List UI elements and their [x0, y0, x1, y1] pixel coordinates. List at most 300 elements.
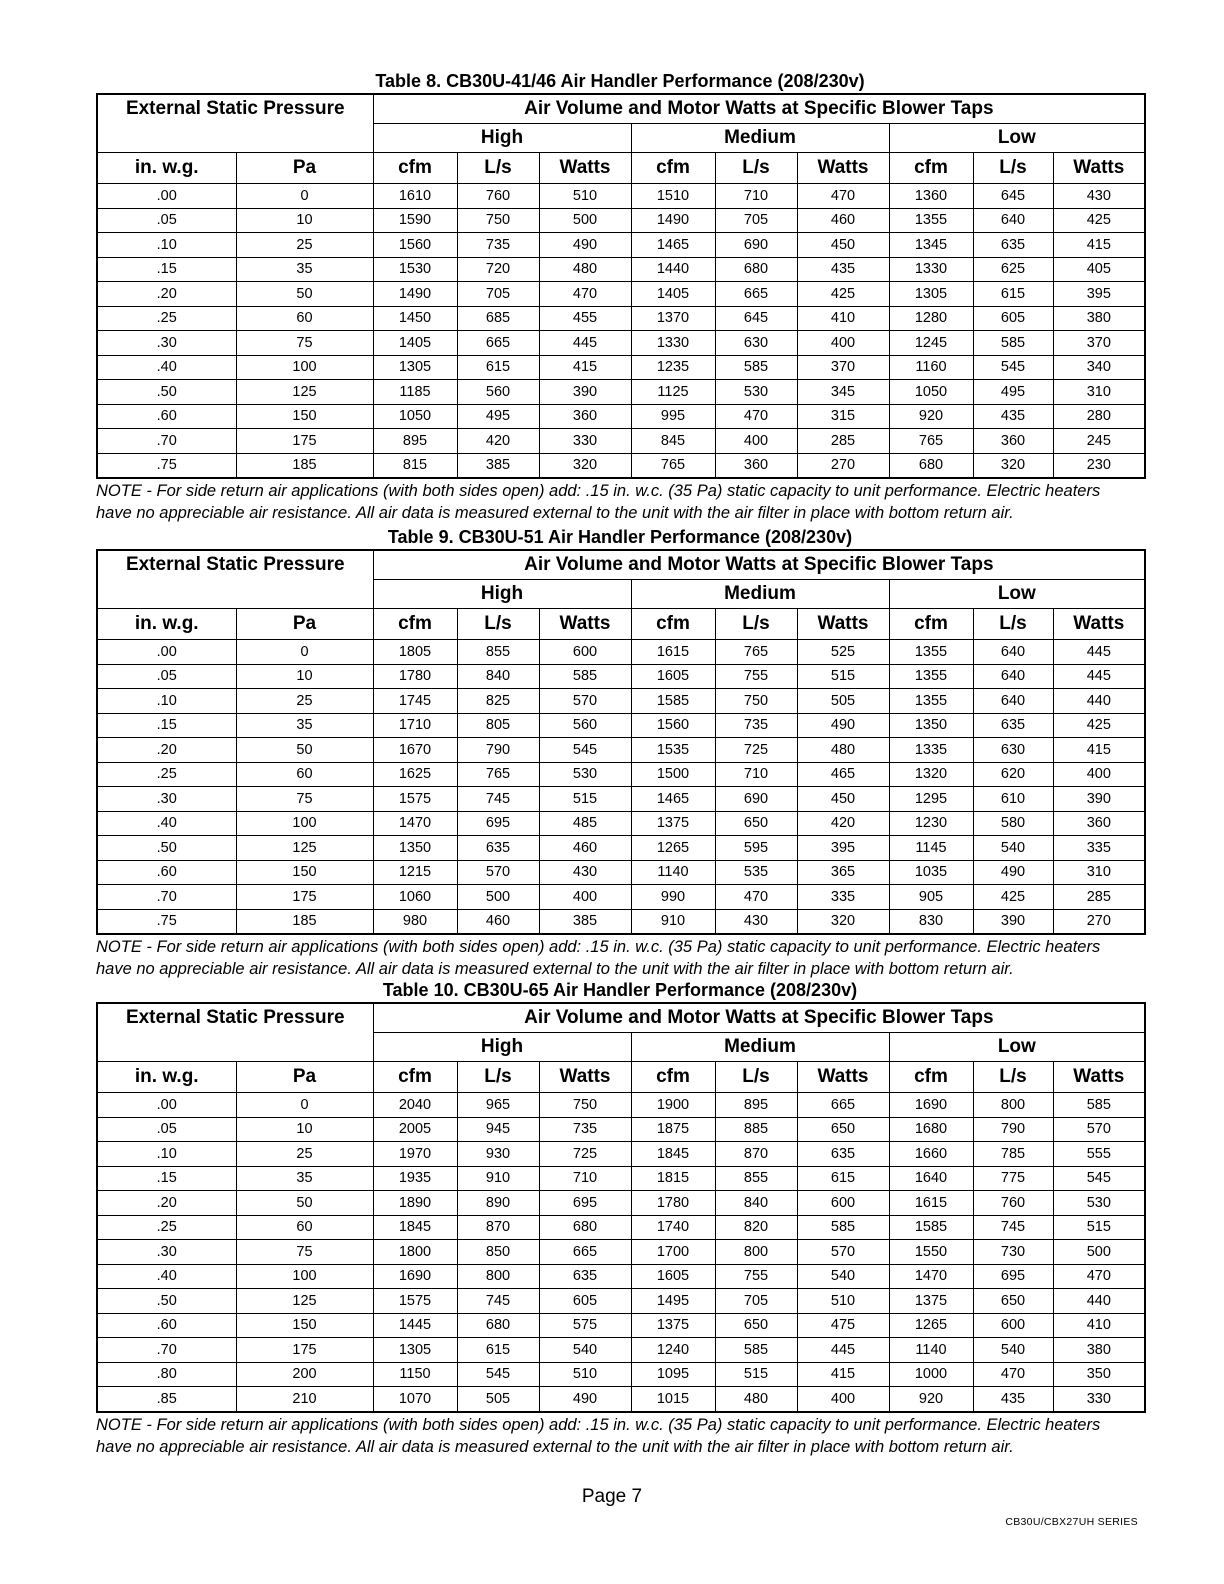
- header-cfm: cfm: [631, 153, 715, 184]
- table-cell: 1575: [373, 787, 457, 812]
- table-cell: 540: [973, 836, 1053, 861]
- table-cell: 510: [539, 1362, 631, 1387]
- table-cell: 210: [236, 1387, 373, 1412]
- table-cell: 585: [715, 355, 797, 380]
- header-ls: L/s: [715, 609, 797, 640]
- table-row: [97, 1117, 1145, 1142]
- table-cell: 650: [715, 811, 797, 836]
- header-pa: Pa: [236, 609, 373, 640]
- table-cell: 150: [236, 404, 373, 429]
- table-cell: 435: [797, 257, 889, 282]
- table-cell: 430: [715, 909, 797, 934]
- table-cell: 460: [457, 909, 539, 934]
- table-cell: 910: [457, 1166, 539, 1191]
- table-row: [97, 664, 1145, 689]
- table-cell: 840: [715, 1191, 797, 1216]
- table-cell: 855: [457, 640, 539, 665]
- table-cell: 405: [1053, 257, 1145, 282]
- table-cell: 755: [715, 664, 797, 689]
- header-external-static-pressure: External Static Pressure: [97, 550, 373, 609]
- table-cell: 640: [973, 664, 1053, 689]
- table-row: [97, 306, 1145, 331]
- table-cell: 890: [457, 1191, 539, 1216]
- table-cell: 885: [715, 1117, 797, 1142]
- table-body: [97, 640, 1145, 935]
- table-cell: 1355: [889, 664, 973, 689]
- table-cell: 665: [457, 331, 539, 356]
- table-cell: 560: [457, 380, 539, 405]
- table-cell: 760: [973, 1191, 1053, 1216]
- table-cell: 415: [1053, 738, 1145, 763]
- table-cell: 645: [715, 306, 797, 331]
- table-cell: .25: [97, 762, 236, 787]
- table-cell: 1140: [889, 1338, 973, 1363]
- table-cell: 1550: [889, 1240, 973, 1265]
- table-cell: 0: [236, 640, 373, 665]
- table-cell: 1615: [631, 640, 715, 665]
- table-cell: 905: [889, 885, 973, 910]
- table-cell: .40: [97, 811, 236, 836]
- table-cell: 1405: [631, 282, 715, 307]
- header-watts: Watts: [539, 1062, 631, 1093]
- table-cell: 475: [797, 1313, 889, 1338]
- table-cell: .05: [97, 664, 236, 689]
- header-air-volume: Air Volume and Motor Watts at Specific Blower Taps: [373, 1003, 1145, 1033]
- table-cell: 1320: [889, 762, 973, 787]
- table-cell: 1615: [889, 1191, 973, 1216]
- table-cell: 1815: [631, 1166, 715, 1191]
- table-cell: 100: [236, 1264, 373, 1289]
- header-cfm: cfm: [373, 609, 457, 640]
- table-cell: 125: [236, 1289, 373, 1314]
- table-cell: 630: [715, 331, 797, 356]
- table-cell: 1050: [889, 380, 973, 405]
- table-row: [97, 1240, 1145, 1265]
- table-cell: 1355: [889, 208, 973, 233]
- table-cell: 445: [1053, 664, 1145, 689]
- table-cell: 665: [715, 282, 797, 307]
- table-cell: 10: [236, 1117, 373, 1142]
- header-low: Low: [889, 124, 1145, 153]
- header-watts: Watts: [1053, 1062, 1145, 1093]
- table-cell: .30: [97, 787, 236, 812]
- table-cell: 200: [236, 1362, 373, 1387]
- table-row: [97, 836, 1145, 861]
- table-cell: 1495: [631, 1289, 715, 1314]
- table-cell: 1465: [631, 787, 715, 812]
- header-watts: Watts: [1053, 153, 1145, 184]
- table-cell: 530: [539, 762, 631, 787]
- table-cell: 685: [457, 306, 539, 331]
- table-note-line-2: have no appreciable air resistance. All air data is measured external to the unit with the air filter in place with bottom return air.: [96, 504, 1014, 522]
- table-cell: 540: [539, 1338, 631, 1363]
- table-cell: 1970: [373, 1142, 457, 1167]
- table-cell: 560: [539, 713, 631, 738]
- table-cell: 450: [797, 233, 889, 258]
- table-cell: 1015: [631, 1387, 715, 1412]
- table-cell: 60: [236, 306, 373, 331]
- table-cell: 750: [457, 208, 539, 233]
- table-cell: 735: [457, 233, 539, 258]
- table-cell: 335: [1053, 836, 1145, 861]
- table-cell: .60: [97, 860, 236, 885]
- table-cell: 920: [889, 404, 973, 429]
- table-cell: .60: [97, 404, 236, 429]
- table-cell: 1280: [889, 306, 973, 331]
- table-note: [96, 1414, 1144, 1458]
- table-cell: 35: [236, 713, 373, 738]
- table-cell: 765: [631, 453, 715, 478]
- header-air-volume: Air Volume and Motor Watts at Specific Blower Taps: [373, 94, 1145, 124]
- table-cell: 360: [539, 404, 631, 429]
- table-cell: 510: [539, 184, 631, 209]
- table-cell: 395: [1053, 282, 1145, 307]
- table-cell: 785: [973, 1142, 1053, 1167]
- table-cell: .50: [97, 836, 236, 861]
- table-cell: 745: [973, 1215, 1053, 1240]
- table-cell: 470: [539, 282, 631, 307]
- table-cell: 680: [539, 1215, 631, 1240]
- table-row: [97, 208, 1145, 233]
- table-body: [97, 1093, 1145, 1412]
- header-pa: Pa: [236, 153, 373, 184]
- table-cell: .00: [97, 184, 236, 209]
- table-cell: 285: [797, 429, 889, 454]
- table-cell: 435: [973, 404, 1053, 429]
- table-cell: 585: [973, 331, 1053, 356]
- table-cell: 1490: [631, 208, 715, 233]
- table-cell: 1095: [631, 1362, 715, 1387]
- header-watts: Watts: [797, 609, 889, 640]
- table-cell: 390: [539, 380, 631, 405]
- table-cell: 695: [539, 1191, 631, 1216]
- table-cell: 1530: [373, 257, 457, 282]
- table-cell: 750: [539, 1093, 631, 1118]
- table-cell: 540: [797, 1264, 889, 1289]
- table-cell: 505: [797, 689, 889, 714]
- table-cell: 480: [715, 1387, 797, 1412]
- table-cell: 1125: [631, 380, 715, 405]
- table-cell: 450: [797, 787, 889, 812]
- table-cell: 1355: [889, 689, 973, 714]
- table-cell: 480: [797, 738, 889, 763]
- table-cell: .75: [97, 453, 236, 478]
- table-cell: 470: [973, 1362, 1053, 1387]
- table-cell: 0: [236, 1093, 373, 1118]
- table-cell: 1470: [373, 811, 457, 836]
- table-cell: 175: [236, 885, 373, 910]
- table-cell: 1680: [889, 1117, 973, 1142]
- table-cell: 470: [715, 404, 797, 429]
- table-cell: 425: [1053, 713, 1145, 738]
- table-cell: 870: [457, 1215, 539, 1240]
- table-cell: 365: [797, 860, 889, 885]
- table-cell: 635: [973, 233, 1053, 258]
- table-cell: .15: [97, 1166, 236, 1191]
- table-cell: .30: [97, 331, 236, 356]
- table-note: [96, 480, 1144, 524]
- table-cell: 500: [1053, 1240, 1145, 1265]
- table-cell: 710: [539, 1166, 631, 1191]
- table-cell: 430: [1053, 184, 1145, 209]
- table-cell: 490: [797, 713, 889, 738]
- table-cell: 680: [457, 1313, 539, 1338]
- table-cell: 360: [1053, 811, 1145, 836]
- table-cell: 755: [715, 1264, 797, 1289]
- table-row: [97, 233, 1145, 258]
- table-cell: 310: [1053, 860, 1145, 885]
- table-cell: 75: [236, 331, 373, 356]
- series-label: CB30U/CBX27UH SERIES: [1005, 1516, 1138, 1528]
- table-body: [97, 184, 1145, 479]
- table-cell: 35: [236, 1166, 373, 1191]
- table-cell: 1145: [889, 836, 973, 861]
- table-cell: 585: [539, 664, 631, 689]
- table-cell: 425: [797, 282, 889, 307]
- table-cell: 270: [1053, 909, 1145, 934]
- table-cell: 650: [973, 1289, 1053, 1314]
- table-row: [97, 184, 1145, 209]
- table-cell: 790: [457, 738, 539, 763]
- table-cell: 725: [539, 1142, 631, 1167]
- table-cell: 760: [457, 184, 539, 209]
- table-cell: 370: [1053, 331, 1145, 356]
- table-row: [97, 355, 1145, 380]
- table-cell: 470: [1053, 1264, 1145, 1289]
- table-cell: 1035: [889, 860, 973, 885]
- table-cell: 1585: [889, 1215, 973, 1240]
- table-cell: 665: [539, 1240, 631, 1265]
- table-cell: 775: [973, 1166, 1053, 1191]
- table-cell: 695: [457, 811, 539, 836]
- table-cell: 635: [539, 1264, 631, 1289]
- table-cell: 1670: [373, 738, 457, 763]
- header-ls: L/s: [973, 609, 1053, 640]
- table-cell: 635: [797, 1142, 889, 1167]
- table-cell: 515: [715, 1362, 797, 1387]
- table-cell: 490: [539, 1387, 631, 1412]
- table-cell: 1690: [373, 1264, 457, 1289]
- table-cell: 515: [797, 664, 889, 689]
- table-row: [97, 1313, 1145, 1338]
- table-cell: 1295: [889, 787, 973, 812]
- table-cell: 545: [539, 738, 631, 763]
- table-cell: 10: [236, 664, 373, 689]
- table-cell: 465: [797, 762, 889, 787]
- table-cell: 710: [715, 184, 797, 209]
- table-cell: 515: [539, 787, 631, 812]
- performance-table-block-10: [96, 980, 1144, 1458]
- table-cell: 745: [457, 787, 539, 812]
- table-cell: 1845: [631, 1142, 715, 1167]
- table-row: [97, 1142, 1145, 1167]
- table-cell: 765: [715, 640, 797, 665]
- table-cell: .20: [97, 282, 236, 307]
- header-external-static-pressure: External Static Pressure: [97, 94, 373, 153]
- page-number: Page 7: [581, 1486, 643, 1507]
- table-row: [97, 811, 1145, 836]
- table-cell: 930: [457, 1142, 539, 1167]
- table-cell: 415: [797, 1362, 889, 1387]
- table-cell: 540: [973, 1338, 1053, 1363]
- table-cell: .10: [97, 1142, 236, 1167]
- table-cell: 615: [457, 1338, 539, 1363]
- table-cell: .60: [97, 1313, 236, 1338]
- table-cell: 175: [236, 1338, 373, 1363]
- table-row: [97, 1166, 1145, 1191]
- table-cell: 395: [797, 836, 889, 861]
- header-high: High: [373, 1033, 631, 1062]
- table-cell: 555: [1053, 1142, 1145, 1167]
- table-cell: 1440: [631, 257, 715, 282]
- table-row: [97, 1289, 1145, 1314]
- table-cell: 50: [236, 738, 373, 763]
- table-cell: 615: [457, 355, 539, 380]
- table-cell: 510: [797, 1289, 889, 1314]
- table-cell: .15: [97, 713, 236, 738]
- table-cell: 460: [539, 836, 631, 861]
- table-cell: 320: [539, 453, 631, 478]
- header-watts: Watts: [1053, 609, 1145, 640]
- table-cell: 480: [539, 257, 631, 282]
- table-cell: 1355: [889, 640, 973, 665]
- table-row: [97, 331, 1145, 356]
- table-cell: 1640: [889, 1166, 973, 1191]
- table-row: [97, 429, 1145, 454]
- table-cell: 980: [373, 909, 457, 934]
- table-cell: .05: [97, 1117, 236, 1142]
- table-cell: .25: [97, 306, 236, 331]
- table-row: [97, 713, 1145, 738]
- table-cell: 710: [715, 762, 797, 787]
- table-cell: 800: [457, 1264, 539, 1289]
- table-cell: 500: [457, 885, 539, 910]
- table-cell: 765: [457, 762, 539, 787]
- table-cell: 990: [631, 885, 715, 910]
- table-cell: 500: [539, 208, 631, 233]
- table-cell: 645: [973, 184, 1053, 209]
- table-cell: .25: [97, 1215, 236, 1240]
- table-cell: 150: [236, 1313, 373, 1338]
- header-watts: Watts: [797, 1062, 889, 1093]
- table-cell: 185: [236, 909, 373, 934]
- table-cell: 1375: [889, 1289, 973, 1314]
- table-row: [97, 1191, 1145, 1216]
- table-cell: 1710: [373, 713, 457, 738]
- table-cell: 570: [797, 1240, 889, 1265]
- table-cell: 470: [797, 184, 889, 209]
- header-cfm: cfm: [373, 1062, 457, 1093]
- table-cell: 1890: [373, 1191, 457, 1216]
- table-cell: 400: [715, 429, 797, 454]
- table-cell: 485: [539, 811, 631, 836]
- table-cell: 445: [539, 331, 631, 356]
- table-cell: 1215: [373, 860, 457, 885]
- header-cfm: cfm: [631, 1062, 715, 1093]
- table-cell: 750: [715, 689, 797, 714]
- table-cell: 965: [457, 1093, 539, 1118]
- table-cell: 635: [457, 836, 539, 861]
- table-cell: 490: [973, 860, 1053, 885]
- table-cell: 1335: [889, 738, 973, 763]
- table-cell: .10: [97, 233, 236, 258]
- table-cell: .10: [97, 689, 236, 714]
- table-cell: 335: [797, 885, 889, 910]
- table-cell: 505: [457, 1387, 539, 1412]
- table-cell: .75: [97, 909, 236, 934]
- table-cell: 910: [631, 909, 715, 934]
- table-cell: 25: [236, 1142, 373, 1167]
- table-cell: 635: [973, 713, 1053, 738]
- table-cell: .70: [97, 885, 236, 910]
- table-cell: 725: [715, 738, 797, 763]
- table-cell: 315: [797, 404, 889, 429]
- table-cell: 1500: [631, 762, 715, 787]
- table-cell: 695: [973, 1264, 1053, 1289]
- table-cell: 1845: [373, 1215, 457, 1240]
- header-medium: Medium: [631, 124, 889, 153]
- performance-table: [96, 549, 1146, 935]
- table-cell: 830: [889, 909, 973, 934]
- table-cell: 1305: [373, 355, 457, 380]
- table-cell: 680: [889, 453, 973, 478]
- table-cell: 2040: [373, 1093, 457, 1118]
- table-cell: .70: [97, 1338, 236, 1363]
- header-ls: L/s: [715, 1062, 797, 1093]
- table-cell: 1070: [373, 1387, 457, 1412]
- table-cell: 545: [973, 355, 1053, 380]
- table-cell: 605: [973, 306, 1053, 331]
- table-cell: 2005: [373, 1117, 457, 1142]
- table-note-line-2: have no appreciable air resistance. All air data is measured external to the unit with the air filter in place with bottom return air.: [96, 960, 1014, 978]
- table-cell: 545: [1053, 1166, 1145, 1191]
- table-cell: 100: [236, 355, 373, 380]
- table-title: Table 8. CB30U-41/46 Air Handler Performance (208/230v): [375, 71, 865, 91]
- performance-table-block-8: [96, 71, 1144, 524]
- table-cell: 705: [457, 282, 539, 307]
- table-row: [97, 380, 1145, 405]
- table-cell: 420: [797, 811, 889, 836]
- table-cell: 280: [1053, 404, 1145, 429]
- header-in-wg: in. w.g.: [97, 153, 236, 184]
- table-cell: 585: [1053, 1093, 1145, 1118]
- header-watts: Watts: [797, 153, 889, 184]
- table-cell: 650: [715, 1313, 797, 1338]
- table-cell: 60: [236, 1215, 373, 1240]
- header-medium: Medium: [631, 580, 889, 609]
- table-row: [97, 1338, 1145, 1363]
- table-cell: 1625: [373, 762, 457, 787]
- table-cell: 680: [715, 257, 797, 282]
- table-cell: 1405: [373, 331, 457, 356]
- table-cell: 800: [973, 1093, 1053, 1118]
- table-cell: 1490: [373, 282, 457, 307]
- header-cfm: cfm: [889, 609, 973, 640]
- table-cell: 25: [236, 689, 373, 714]
- table-cell: 1700: [631, 1240, 715, 1265]
- table-cell: 735: [715, 713, 797, 738]
- table-cell: 690: [715, 233, 797, 258]
- table-cell: 1560: [373, 233, 457, 258]
- table-row: [97, 885, 1145, 910]
- table-cell: 650: [797, 1117, 889, 1142]
- table-cell: 1560: [631, 713, 715, 738]
- table-cell: 50: [236, 1191, 373, 1216]
- table-cell: 390: [973, 909, 1053, 934]
- table-cell: 1780: [373, 664, 457, 689]
- table-cell: 1690: [889, 1093, 973, 1118]
- table-cell: 1350: [373, 836, 457, 861]
